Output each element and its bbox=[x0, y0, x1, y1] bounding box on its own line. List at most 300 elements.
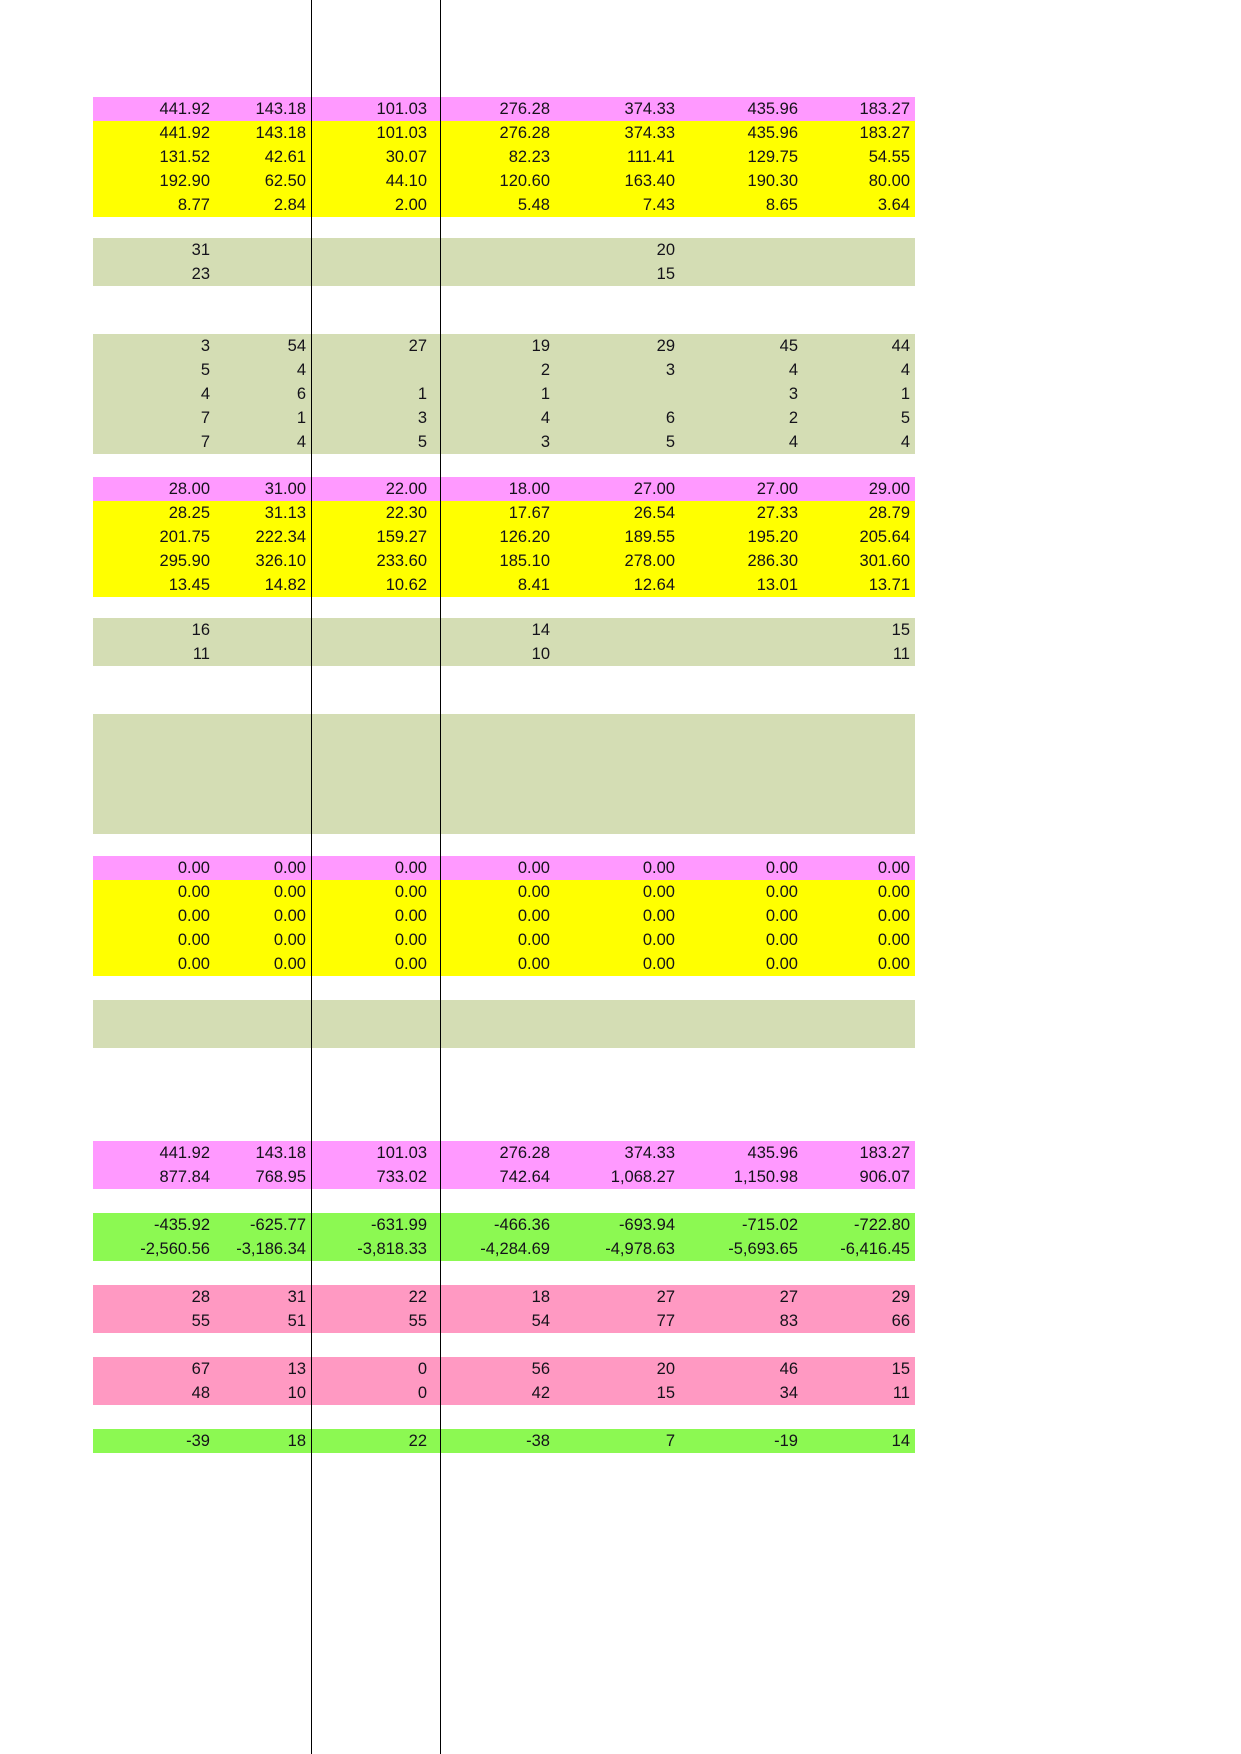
cell[interactable] bbox=[680, 1024, 803, 1048]
cell[interactable]: 46 bbox=[779, 1360, 798, 1378]
cell[interactable]: 1 bbox=[900, 385, 910, 403]
cell[interactable]: 143.18 bbox=[255, 124, 306, 142]
table-row[interactable] bbox=[93, 262, 915, 286]
cell[interactable]: 768.95 bbox=[255, 1168, 306, 1186]
cell[interactable] bbox=[803, 238, 915, 262]
cell[interactable]: 1,150.98 bbox=[733, 1168, 798, 1186]
cell[interactable]: 8.65 bbox=[765, 196, 798, 214]
cell[interactable]: 22.30 bbox=[385, 504, 427, 522]
cell[interactable] bbox=[215, 262, 311, 286]
cell[interactable] bbox=[803, 714, 915, 738]
cell[interactable] bbox=[803, 738, 915, 762]
table-row[interactable] bbox=[93, 738, 915, 762]
cell[interactable] bbox=[432, 238, 555, 262]
cell[interactable] bbox=[555, 382, 680, 406]
table-row[interactable] bbox=[93, 1357, 915, 1381]
cell[interactable]: 143.18 bbox=[255, 1144, 306, 1162]
cell[interactable]: 31 bbox=[191, 241, 210, 259]
cell[interactable]: 3.64 bbox=[877, 196, 910, 214]
cell[interactable] bbox=[215, 810, 311, 834]
cell[interactable] bbox=[680, 262, 803, 286]
cell[interactable] bbox=[555, 762, 680, 786]
cell[interactable] bbox=[215, 618, 311, 642]
cell[interactable] bbox=[680, 1000, 803, 1024]
cell[interactable]: -693.94 bbox=[619, 1216, 675, 1234]
cell[interactable]: -4,978.63 bbox=[605, 1240, 675, 1258]
table-row[interactable] bbox=[93, 810, 915, 834]
cell[interactable]: 10.62 bbox=[385, 576, 427, 594]
cell[interactable]: 185.10 bbox=[499, 552, 550, 570]
cell[interactable]: 83 bbox=[779, 1312, 798, 1330]
cell[interactable] bbox=[803, 1000, 915, 1024]
cell[interactable]: -715.02 bbox=[742, 1216, 798, 1234]
cell[interactable] bbox=[803, 762, 915, 786]
cell[interactable]: 44 bbox=[891, 337, 910, 355]
cell[interactable]: 13.01 bbox=[756, 576, 798, 594]
cell[interactable] bbox=[311, 762, 432, 786]
cell[interactable]: 222.34 bbox=[255, 528, 306, 546]
cell[interactable] bbox=[432, 810, 555, 834]
cell[interactable]: 4 bbox=[788, 433, 798, 451]
table-row[interactable] bbox=[93, 1024, 915, 1048]
table-row[interactable] bbox=[93, 856, 915, 880]
cell[interactable]: -3,818.33 bbox=[357, 1240, 427, 1258]
cell[interactable] bbox=[555, 642, 680, 666]
cell[interactable] bbox=[215, 642, 311, 666]
table-row[interactable] bbox=[93, 406, 915, 430]
cell[interactable]: 77 bbox=[656, 1312, 675, 1330]
cell[interactable]: 54 bbox=[531, 1312, 550, 1330]
cell[interactable] bbox=[432, 262, 555, 286]
cell[interactable]: 23 bbox=[191, 265, 210, 283]
cell[interactable] bbox=[93, 714, 215, 738]
cell[interactable]: 0.00 bbox=[177, 955, 210, 973]
cell[interactable]: 13 bbox=[287, 1360, 306, 1378]
cell[interactable]: 4 bbox=[540, 409, 550, 427]
cell[interactable]: 54.55 bbox=[868, 148, 910, 166]
cell[interactable]: 295.90 bbox=[159, 552, 210, 570]
cell[interactable]: 0.00 bbox=[394, 883, 427, 901]
cell[interactable]: 44.10 bbox=[385, 172, 427, 190]
cell[interactable]: 0 bbox=[417, 1360, 427, 1378]
cell[interactable]: 301.60 bbox=[859, 552, 910, 570]
cell[interactable]: 5 bbox=[900, 409, 910, 427]
table-row[interactable] bbox=[93, 714, 915, 738]
cell[interactable] bbox=[680, 238, 803, 262]
cell[interactable]: 374.33 bbox=[624, 1144, 675, 1162]
cell[interactable]: 0.00 bbox=[877, 883, 910, 901]
cell[interactable]: 27.33 bbox=[756, 504, 798, 522]
cell[interactable] bbox=[311, 358, 432, 382]
cell[interactable] bbox=[680, 618, 803, 642]
cell[interactable]: 877.84 bbox=[159, 1168, 210, 1186]
cell[interactable]: 29.00 bbox=[868, 480, 910, 498]
cell[interactable]: 0.00 bbox=[394, 955, 427, 973]
cell[interactable]: 0.00 bbox=[273, 931, 306, 949]
table-row[interactable] bbox=[93, 1000, 915, 1024]
cell[interactable]: 0.00 bbox=[177, 859, 210, 877]
table-row[interactable] bbox=[93, 1309, 915, 1333]
cell[interactable]: 12.64 bbox=[633, 576, 675, 594]
cell[interactable]: -722.80 bbox=[854, 1216, 910, 1234]
cell[interactable]: 45 bbox=[779, 337, 798, 355]
cell[interactable]: 3 bbox=[417, 409, 427, 427]
cell[interactable]: 7 bbox=[665, 1432, 675, 1450]
cell[interactable] bbox=[311, 1024, 432, 1048]
cell[interactable] bbox=[311, 810, 432, 834]
cell[interactable]: 3 bbox=[788, 385, 798, 403]
cell[interactable]: 1 bbox=[540, 385, 550, 403]
cell[interactable]: 15 bbox=[656, 265, 675, 283]
cell[interactable]: 82.23 bbox=[508, 148, 550, 166]
cell[interactable]: 0.00 bbox=[517, 907, 550, 925]
cell[interactable]: 0.00 bbox=[394, 907, 427, 925]
cell[interactable]: 101.03 bbox=[376, 1144, 427, 1162]
cell[interactable]: 326.10 bbox=[255, 552, 306, 570]
cell[interactable] bbox=[432, 738, 555, 762]
cell[interactable]: 0.00 bbox=[642, 907, 675, 925]
cell[interactable]: -6,416.45 bbox=[840, 1240, 910, 1258]
cell[interactable]: 11 bbox=[892, 1384, 910, 1402]
cell[interactable]: 201.75 bbox=[159, 528, 210, 546]
table-row[interactable] bbox=[93, 928, 915, 952]
cell[interactable]: 0.00 bbox=[273, 907, 306, 925]
cell[interactable]: 26.54 bbox=[633, 504, 675, 522]
cell[interactable]: 0.00 bbox=[877, 931, 910, 949]
table-row[interactable] bbox=[93, 382, 915, 406]
cell[interactable]: 3 bbox=[540, 433, 550, 451]
cell[interactable] bbox=[555, 1000, 680, 1024]
cell[interactable]: 27 bbox=[779, 1288, 798, 1306]
cell[interactable]: 1 bbox=[296, 409, 306, 427]
cell[interactable]: 4 bbox=[296, 433, 306, 451]
cell[interactable]: 0.00 bbox=[394, 859, 427, 877]
table-row[interactable] bbox=[93, 430, 915, 454]
table-row[interactable] bbox=[93, 145, 915, 169]
cell[interactable] bbox=[555, 714, 680, 738]
cell[interactable] bbox=[311, 618, 432, 642]
table-row[interactable] bbox=[93, 1285, 915, 1309]
cell[interactable]: 0.00 bbox=[765, 931, 798, 949]
cell[interactable] bbox=[680, 810, 803, 834]
cell[interactable]: 0.00 bbox=[517, 883, 550, 901]
cell[interactable]: 0.00 bbox=[642, 883, 675, 901]
cell[interactable]: 441.92 bbox=[159, 124, 210, 142]
table-row[interactable] bbox=[93, 573, 915, 597]
table-row[interactable] bbox=[93, 169, 915, 193]
cell[interactable]: 441.92 bbox=[159, 100, 210, 118]
cell[interactable]: -4,284.69 bbox=[480, 1240, 550, 1258]
cell[interactable]: 0.00 bbox=[877, 955, 910, 973]
cell[interactable]: 15 bbox=[891, 1360, 910, 1378]
cell[interactable]: 286.30 bbox=[747, 552, 798, 570]
cell[interactable]: 189.55 bbox=[624, 528, 675, 546]
cell[interactable]: 10 bbox=[531, 645, 550, 663]
cell[interactable]: 56 bbox=[531, 1360, 550, 1378]
cell[interactable]: 276.28 bbox=[499, 1144, 550, 1162]
table-row[interactable] bbox=[93, 193, 915, 217]
cell[interactable] bbox=[432, 1024, 555, 1048]
cell[interactable]: 0.00 bbox=[177, 883, 210, 901]
cell[interactable]: 120.60 bbox=[499, 172, 550, 190]
cell[interactable] bbox=[803, 1024, 915, 1048]
cell[interactable] bbox=[215, 1024, 311, 1048]
cell[interactable]: 15 bbox=[656, 1384, 675, 1402]
cell[interactable]: 205.64 bbox=[859, 528, 910, 546]
table-row[interactable] bbox=[93, 1237, 915, 1261]
cell[interactable]: 0.00 bbox=[273, 859, 306, 877]
cell[interactable]: 18 bbox=[531, 1288, 550, 1306]
cell[interactable]: 13.45 bbox=[168, 576, 210, 594]
cell[interactable]: 67 bbox=[191, 1360, 210, 1378]
cell[interactable] bbox=[555, 1024, 680, 1048]
cell[interactable]: 0.00 bbox=[517, 931, 550, 949]
cell[interactable]: 0.00 bbox=[394, 931, 427, 949]
cell[interactable]: 3 bbox=[200, 337, 210, 355]
cell[interactable]: 126.20 bbox=[499, 528, 550, 546]
cell[interactable]: 2 bbox=[788, 409, 798, 427]
cell[interactable]: 0.00 bbox=[642, 955, 675, 973]
cell[interactable] bbox=[93, 1000, 215, 1024]
cell[interactable]: 62.50 bbox=[264, 172, 306, 190]
cell[interactable] bbox=[93, 762, 215, 786]
cell[interactable]: 42.61 bbox=[264, 148, 306, 166]
cell[interactable]: -631.99 bbox=[371, 1216, 427, 1234]
cell[interactable]: 5 bbox=[417, 433, 427, 451]
cell[interactable]: 0.00 bbox=[517, 859, 550, 877]
cell[interactable] bbox=[311, 1000, 432, 1024]
cell[interactable]: 34 bbox=[779, 1384, 798, 1402]
cell[interactable]: 4 bbox=[900, 361, 910, 379]
cell[interactable]: 7 bbox=[200, 409, 210, 427]
cell[interactable]: 131.52 bbox=[159, 148, 210, 166]
table-row[interactable] bbox=[93, 904, 915, 928]
cell[interactable]: 13.71 bbox=[868, 576, 910, 594]
cell[interactable]: 1 bbox=[417, 385, 427, 403]
cell[interactable] bbox=[215, 1000, 311, 1024]
cell[interactable]: 0.00 bbox=[765, 955, 798, 973]
cell[interactable]: 0.00 bbox=[642, 859, 675, 877]
cell[interactable]: 111.41 bbox=[626, 148, 675, 166]
cell[interactable] bbox=[215, 762, 311, 786]
cell[interactable]: 19 bbox=[531, 337, 550, 355]
table-row[interactable] bbox=[93, 642, 915, 666]
cell[interactable] bbox=[432, 762, 555, 786]
cell[interactable] bbox=[93, 738, 215, 762]
table-row[interactable] bbox=[93, 618, 915, 642]
cell[interactable]: 8.77 bbox=[177, 196, 210, 214]
cell[interactable]: 906.07 bbox=[859, 1168, 910, 1186]
cell[interactable]: 435.96 bbox=[747, 1144, 798, 1162]
cell[interactable]: -2,560.56 bbox=[140, 1240, 210, 1258]
cell[interactable]: 48 bbox=[191, 1384, 210, 1402]
cell[interactable]: 29 bbox=[656, 337, 675, 355]
cell[interactable]: 16 bbox=[191, 621, 210, 639]
cell[interactable]: 80.00 bbox=[868, 172, 910, 190]
cell[interactable]: 143.18 bbox=[255, 100, 306, 118]
cell[interactable]: 0.00 bbox=[517, 955, 550, 973]
cell[interactable]: 0.00 bbox=[765, 907, 798, 925]
cell[interactable]: 7 bbox=[200, 433, 210, 451]
cell[interactable]: 20 bbox=[656, 1360, 675, 1378]
cell[interactable]: 18 bbox=[287, 1432, 306, 1450]
cell[interactable] bbox=[680, 714, 803, 738]
cell[interactable]: 28.00 bbox=[168, 480, 210, 498]
cell[interactable]: 183.27 bbox=[859, 124, 910, 142]
cell[interactable]: 4 bbox=[788, 361, 798, 379]
cell[interactable]: 6 bbox=[296, 385, 306, 403]
cell[interactable]: 4 bbox=[900, 433, 910, 451]
cell[interactable]: 733.02 bbox=[376, 1168, 427, 1186]
table-row[interactable] bbox=[93, 1381, 915, 1405]
cell[interactable]: 0.00 bbox=[765, 859, 798, 877]
cell[interactable]: 14 bbox=[531, 621, 550, 639]
cell[interactable] bbox=[555, 618, 680, 642]
cell[interactable]: 0.00 bbox=[642, 931, 675, 949]
cell[interactable]: 55 bbox=[191, 1312, 210, 1330]
cell[interactable] bbox=[215, 238, 311, 262]
cell[interactable]: 20 bbox=[656, 241, 675, 259]
cell[interactable]: 7.43 bbox=[642, 196, 675, 214]
cell[interactable]: 0.00 bbox=[273, 883, 306, 901]
cell[interactable] bbox=[432, 1000, 555, 1024]
cell[interactable] bbox=[680, 762, 803, 786]
cell[interactable]: 10 bbox=[287, 1384, 306, 1402]
cell[interactable]: 441.92 bbox=[159, 1144, 210, 1162]
cell[interactable]: 0.00 bbox=[765, 883, 798, 901]
cell[interactable] bbox=[311, 786, 432, 810]
cell[interactable] bbox=[93, 786, 215, 810]
cell[interactable]: 31.13 bbox=[264, 504, 306, 522]
cell[interactable] bbox=[555, 810, 680, 834]
cell[interactable]: 27.00 bbox=[633, 480, 675, 498]
cell[interactable]: 101.03 bbox=[376, 100, 427, 118]
cell[interactable]: 5 bbox=[665, 433, 675, 451]
cell[interactable]: 22 bbox=[408, 1432, 427, 1450]
cell[interactable]: 276.28 bbox=[499, 100, 550, 118]
cell[interactable]: 6 bbox=[665, 409, 675, 427]
cell[interactable]: 30.07 bbox=[385, 148, 427, 166]
cell[interactable] bbox=[680, 642, 803, 666]
cell[interactable]: 29 bbox=[891, 1288, 910, 1306]
table-row[interactable] bbox=[93, 880, 915, 904]
cell[interactable]: 8.41 bbox=[517, 576, 550, 594]
cell[interactable]: 42 bbox=[531, 1384, 550, 1402]
cell[interactable]: 742.64 bbox=[499, 1168, 550, 1186]
cell[interactable]: 17.67 bbox=[508, 504, 550, 522]
table-row[interactable] bbox=[93, 238, 915, 262]
table-row[interactable] bbox=[93, 501, 915, 525]
cell[interactable]: 129.75 bbox=[747, 148, 798, 166]
cell[interactable]: 2.84 bbox=[273, 196, 306, 214]
cell[interactable]: 0.00 bbox=[177, 907, 210, 925]
table-row[interactable] bbox=[93, 786, 915, 810]
table-row[interactable] bbox=[93, 1141, 915, 1165]
cell[interactable]: 233.60 bbox=[376, 552, 427, 570]
cell[interactable]: 276.28 bbox=[499, 124, 550, 142]
cell[interactable]: 22.00 bbox=[385, 480, 427, 498]
cell[interactable] bbox=[803, 262, 915, 286]
cell[interactable]: 66 bbox=[891, 1312, 910, 1330]
cell[interactable]: 14 bbox=[891, 1432, 910, 1450]
cell[interactable]: -38 bbox=[526, 1432, 550, 1450]
cell[interactable]: 1,068.27 bbox=[610, 1168, 675, 1186]
cell[interactable]: 2.00 bbox=[394, 196, 427, 214]
cell[interactable]: 278.00 bbox=[624, 552, 675, 570]
cell[interactable]: -19 bbox=[774, 1432, 798, 1450]
cell[interactable]: 28 bbox=[191, 1288, 210, 1306]
cell[interactable]: 54 bbox=[287, 337, 306, 355]
cell[interactable]: -5,693.65 bbox=[728, 1240, 798, 1258]
cell[interactable] bbox=[311, 738, 432, 762]
cell[interactable]: 435.96 bbox=[747, 124, 798, 142]
table-row[interactable] bbox=[93, 762, 915, 786]
table-row[interactable] bbox=[93, 1429, 915, 1453]
cell[interactable]: 0 bbox=[417, 1384, 427, 1402]
cell[interactable] bbox=[555, 738, 680, 762]
cell[interactable]: 5 bbox=[200, 361, 210, 379]
cell[interactable] bbox=[680, 786, 803, 810]
cell[interactable] bbox=[432, 714, 555, 738]
cell[interactable]: -39 bbox=[186, 1432, 210, 1450]
cell[interactable]: 14.82 bbox=[264, 576, 306, 594]
cell[interactable]: 0.00 bbox=[877, 907, 910, 925]
table-row[interactable] bbox=[93, 549, 915, 573]
cell[interactable] bbox=[93, 810, 215, 834]
cell[interactable]: 28.25 bbox=[168, 504, 210, 522]
table-row[interactable] bbox=[93, 97, 915, 121]
cell[interactable]: 4 bbox=[200, 385, 210, 403]
cell[interactable]: 31.00 bbox=[264, 480, 306, 498]
cell[interactable] bbox=[432, 786, 555, 810]
cell[interactable] bbox=[555, 786, 680, 810]
cell[interactable]: -625.77 bbox=[250, 1216, 306, 1234]
cell[interactable]: 31 bbox=[287, 1288, 306, 1306]
table-row[interactable] bbox=[93, 525, 915, 549]
cell[interactable]: 27 bbox=[656, 1288, 675, 1306]
cell[interactable]: 435.96 bbox=[747, 100, 798, 118]
cell[interactable]: -466.36 bbox=[494, 1216, 550, 1234]
table-row[interactable] bbox=[93, 1165, 915, 1189]
table-row[interactable] bbox=[93, 121, 915, 145]
cell[interactable]: 27.00 bbox=[756, 480, 798, 498]
cell[interactable]: 0.00 bbox=[273, 955, 306, 973]
cell[interactable]: 159.27 bbox=[376, 528, 427, 546]
cell[interactable]: 4 bbox=[296, 361, 306, 379]
cell[interactable] bbox=[311, 262, 432, 286]
cell[interactable] bbox=[680, 738, 803, 762]
cell[interactable]: 22 bbox=[408, 1288, 427, 1306]
cell[interactable]: -435.92 bbox=[154, 1216, 210, 1234]
cell[interactable]: -3,186.34 bbox=[236, 1240, 306, 1258]
cell[interactable] bbox=[215, 714, 311, 738]
cell[interactable] bbox=[311, 642, 432, 666]
cell[interactable]: 0.00 bbox=[177, 931, 210, 949]
cell[interactable]: 190.30 bbox=[747, 172, 798, 190]
cell[interactable]: 27 bbox=[408, 337, 427, 355]
cell[interactable] bbox=[311, 714, 432, 738]
cell[interactable]: 163.40 bbox=[624, 172, 675, 190]
cell[interactable] bbox=[215, 738, 311, 762]
table-row[interactable] bbox=[93, 952, 915, 976]
table-row[interactable] bbox=[93, 358, 915, 382]
cell[interactable]: 28.79 bbox=[868, 504, 910, 522]
cell[interactable]: 18.00 bbox=[508, 480, 550, 498]
cell[interactable]: 15 bbox=[891, 621, 910, 639]
cell[interactable]: 3 bbox=[665, 361, 675, 379]
cell[interactable]: 195.20 bbox=[747, 528, 798, 546]
table-row[interactable] bbox=[93, 477, 915, 501]
